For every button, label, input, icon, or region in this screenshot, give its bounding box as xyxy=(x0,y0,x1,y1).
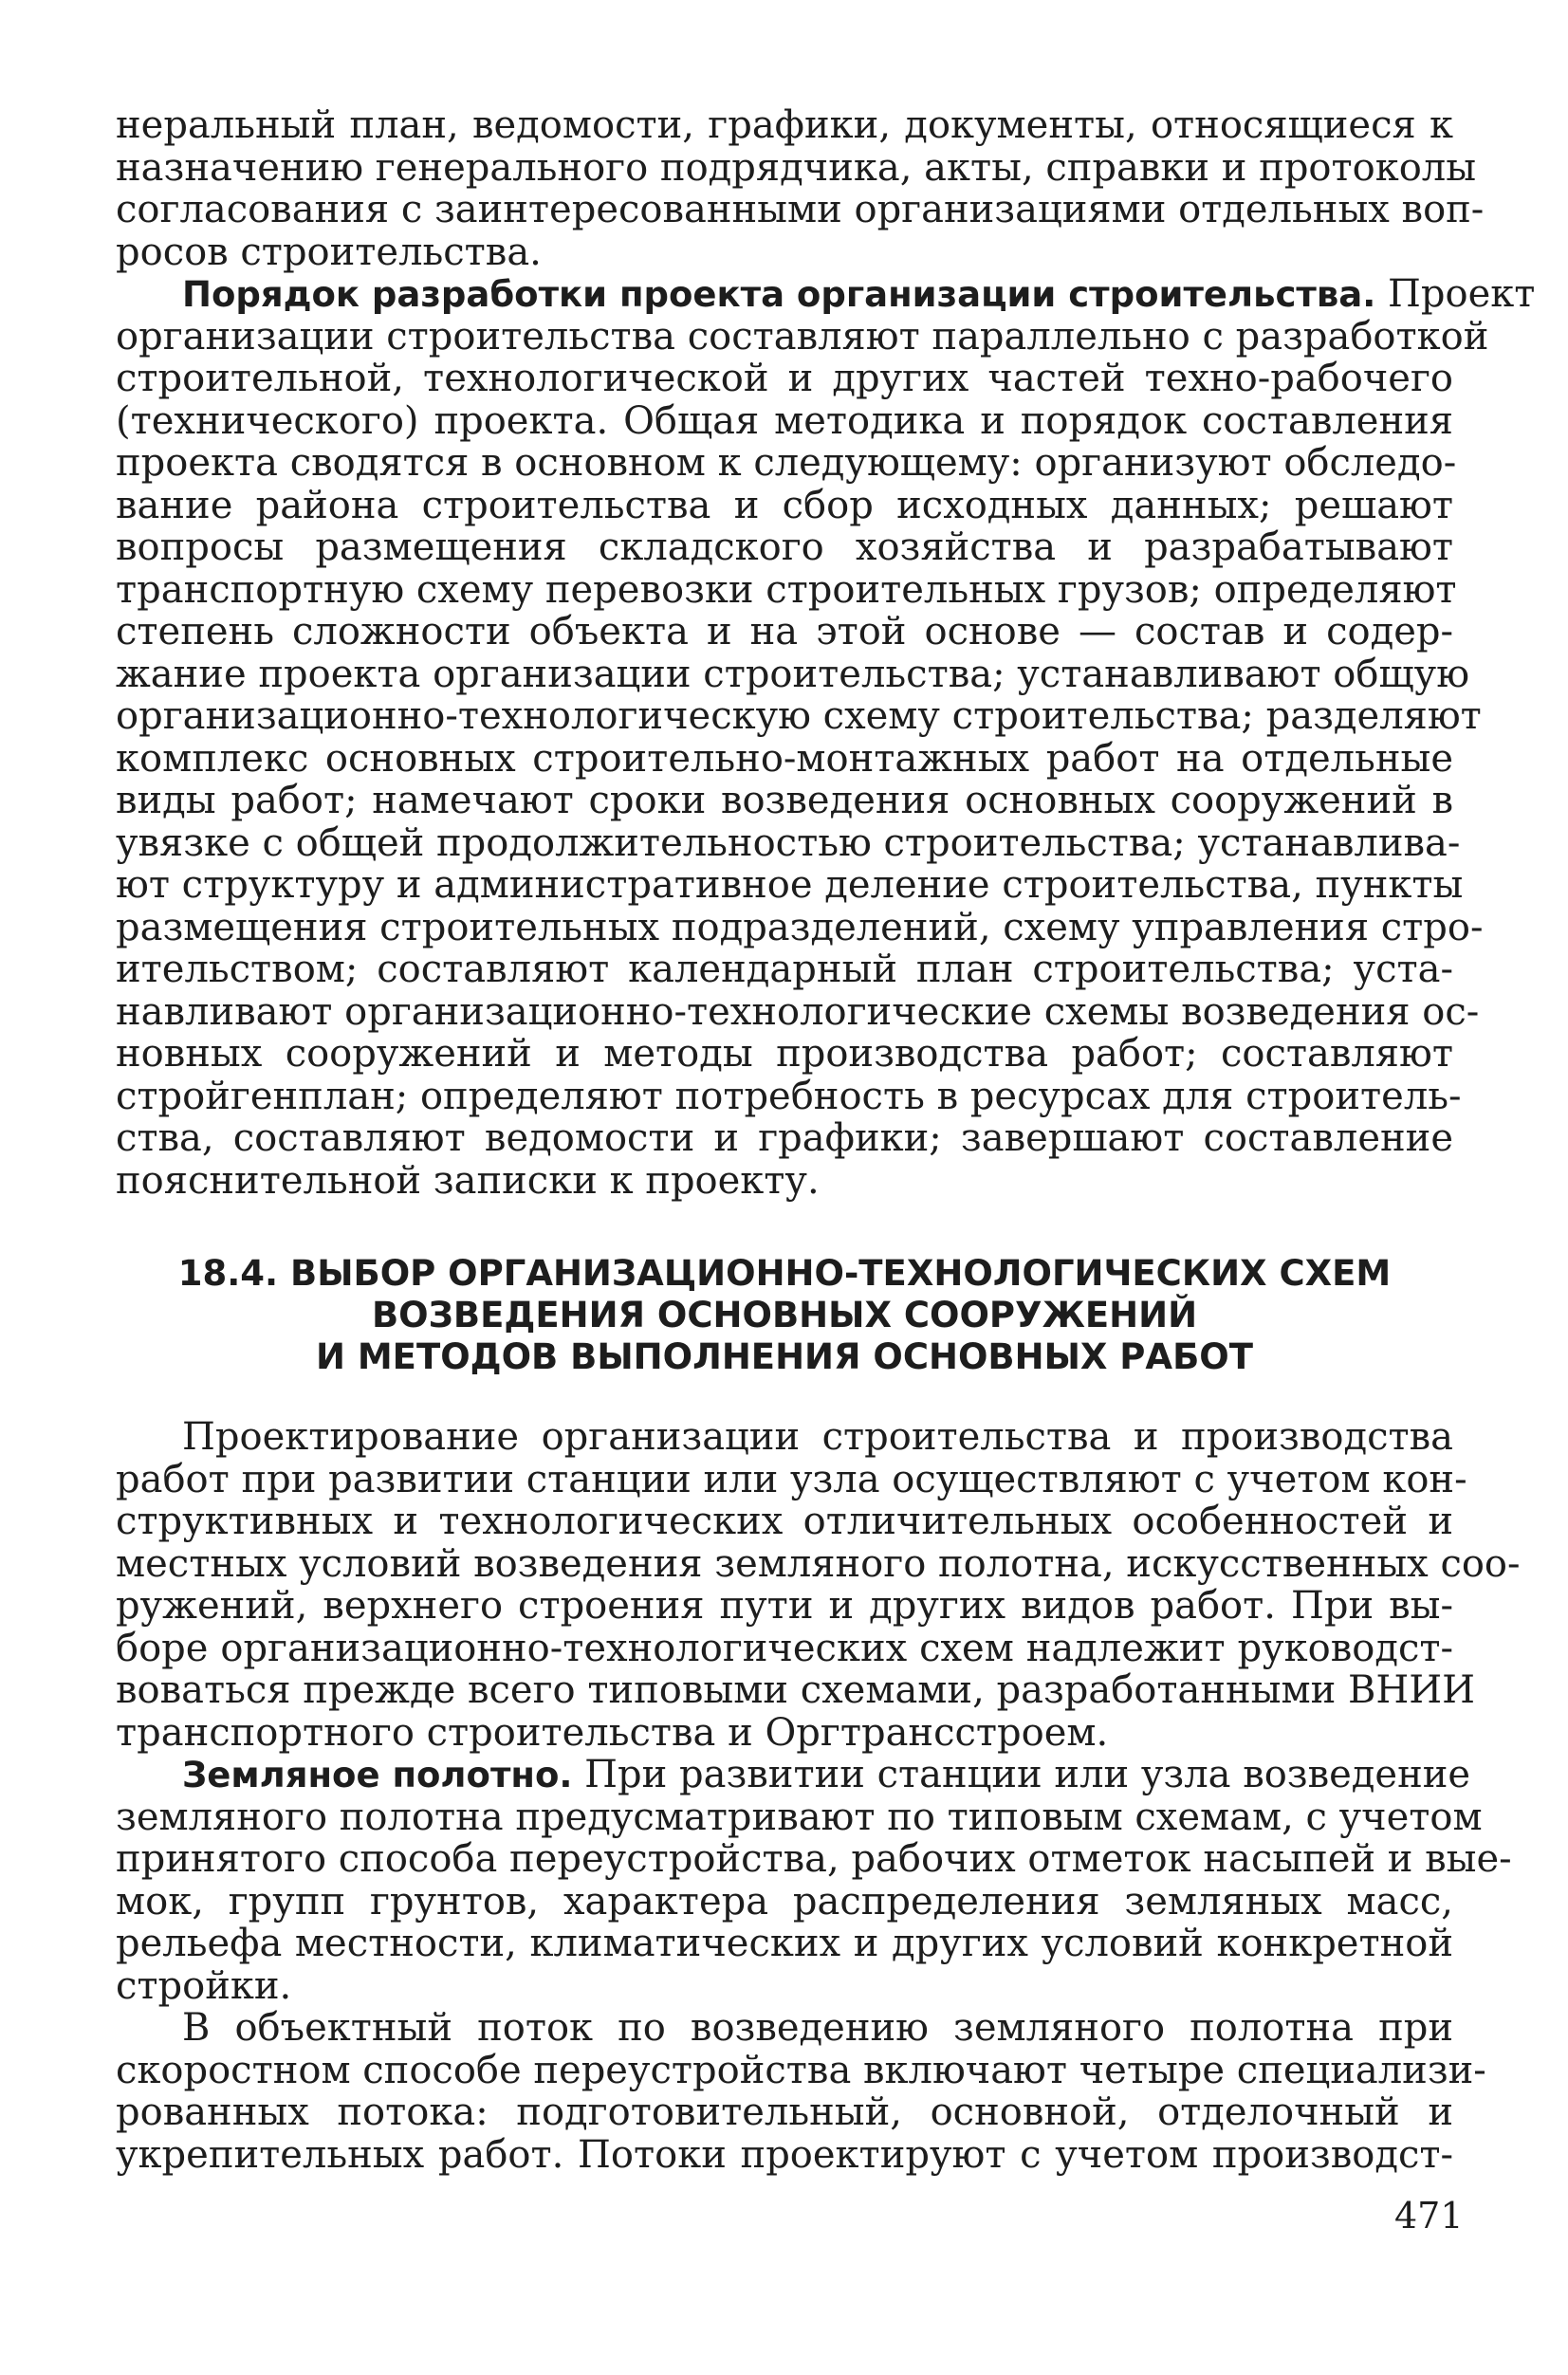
paragraph xyxy=(116,1415,1521,1755)
text-line: Проектирование организации строительства и производства xyxy=(182,1415,1453,1459)
text-line: В объектный поток по возведению земляного полотна при xyxy=(182,2006,1453,2050)
text-run: При развитии станции или узла возведение xyxy=(572,1753,1471,1796)
text-line: транспортную схему перевозки строительных грузов; определяют xyxy=(116,567,1457,612)
text-line: земляного полотна предусматривают по типовым схемам, с учетом xyxy=(116,1795,1483,1839)
text-line: степень сложности объекта и на этой основе — состав и содер- xyxy=(116,610,1453,654)
text-line: неральный план, ведомости, графики, документы, относящиеся к xyxy=(116,103,1453,147)
text-line: ительством; составляют календарный план строительства; уста- xyxy=(116,948,1453,991)
text-line: скоростном способе переустройства включают четыре специализи- xyxy=(116,2048,1486,2092)
run-in-heading: Порядок разработки проекта организации строительства. xyxy=(182,274,1376,315)
text-line: структивных и технологических отличительных особенностей и xyxy=(116,1500,1453,1543)
text-line xyxy=(116,272,1536,316)
text-line: стройки. xyxy=(116,1963,292,2008)
text-line: мок, групп грунтов, характера распределения земляных масс, xyxy=(116,1879,1453,1924)
text-line: навливают организационно-технологические схемы возведения ос- xyxy=(116,989,1480,1034)
heading-line: ВОЗВЕДЕНИЯ ОСНОВНЫХ СООРУЖЕНИЙ xyxy=(371,1295,1198,1335)
text-line: виды работ; намечают сроки возведения основных сооружений в xyxy=(116,779,1453,822)
text-line: местных условий возведения земляного полотна, искусственных соо- xyxy=(116,1541,1521,1586)
text-line: боре организационно-технологических схем надлежит руководст- xyxy=(116,1626,1453,1670)
section-heading xyxy=(116,1253,1453,1378)
text-line: пояснительной записки к проекту. xyxy=(116,1158,820,1203)
run-in-heading: Земляное полотно. xyxy=(182,1755,573,1795)
text-line: рельефа местности, климатических и других условий конкретной xyxy=(116,1922,1453,1965)
paragraph xyxy=(116,1753,1512,2008)
text-line: жание проекта организации строительства; устанавливают общую xyxy=(116,652,1470,696)
text-line xyxy=(116,1753,1471,1796)
heading-line: И МЕТОДОВ ВЫПОЛНЕНИЯ ОСНОВНЫХ РАБОТ xyxy=(316,1336,1253,1377)
paragraph xyxy=(116,2006,1486,2177)
body-text xyxy=(116,103,1536,2177)
text-line: работ при развитии станции или узла осуществляют с учетом кон- xyxy=(116,1457,1467,1501)
text-line: ют структуру и административное деление строительства, пункты xyxy=(116,863,1464,907)
text-line: комплекс основных строительно-монтажных работ на отдельные xyxy=(116,736,1453,781)
text-line: ства, составляют ведомости и графики; завершают составление xyxy=(116,1116,1453,1160)
text-line: укрепительных работ. Потоки проектируют с учетом производст- xyxy=(116,2132,1453,2177)
text-line: организационно-технологическую схему строительства; разделяют xyxy=(116,694,1482,738)
text-line: принятого способа переустройства, рабочих отметок насыпей и вые- xyxy=(116,1837,1512,1881)
text-line: согласования с заинтересованными организациями отдельных воп- xyxy=(116,188,1485,231)
text-run: Проект xyxy=(1375,272,1536,316)
text-line: стройгенплан; определяют потребность в ресурсах для строитель- xyxy=(116,1074,1462,1118)
text-line: росов строительства. xyxy=(116,230,542,274)
text-line: увязке с общей продолжительностью строительства; устанавлива- xyxy=(116,820,1461,865)
text-line: вание района строительства и сбор исходных данных; решают xyxy=(116,483,1453,527)
paragraph xyxy=(116,272,1536,1203)
text-line: вопросы размещения складского хозяйства и разрабатывают xyxy=(116,525,1453,569)
text-line: ружений, верхнего строения пути и других видов работ. При вы- xyxy=(116,1584,1453,1628)
text-line: строительной, технологической и других частей техно-рабочего xyxy=(116,357,1453,400)
text-line: транспортного строительства и Оргтрансстроем. xyxy=(116,1710,1109,1755)
text-line: (технического) проекта. Общая методика и порядок составления xyxy=(116,398,1453,443)
text-line: назначению генерального подрядчика, акты, справки и протоколы xyxy=(116,145,1477,190)
text-line: рованных потока: подготовительный, основной, отделочный и xyxy=(116,2090,1453,2134)
text-line: проекта сводятся в основном к следующему: организуют обследо- xyxy=(116,441,1457,485)
text-line: организации строительства составляют параллельно с разработкой xyxy=(116,314,1489,359)
text-line: размещения строительных подразделений, схему управления стро- xyxy=(116,905,1484,949)
text-line: новных сооружений и методы производства работ; составляют xyxy=(116,1032,1453,1076)
heading-line: 18.4. ВЫБОР ОРГАНИЗАЦИОННО-ТЕХНОЛОГИЧЕСКИХ СХЕМ xyxy=(177,1253,1392,1294)
paragraph xyxy=(116,103,1485,274)
page-number: 471 xyxy=(1394,2195,1464,2237)
text-line: воваться прежде всего типовыми схемами, разработанными ВНИИ xyxy=(116,1668,1476,1712)
